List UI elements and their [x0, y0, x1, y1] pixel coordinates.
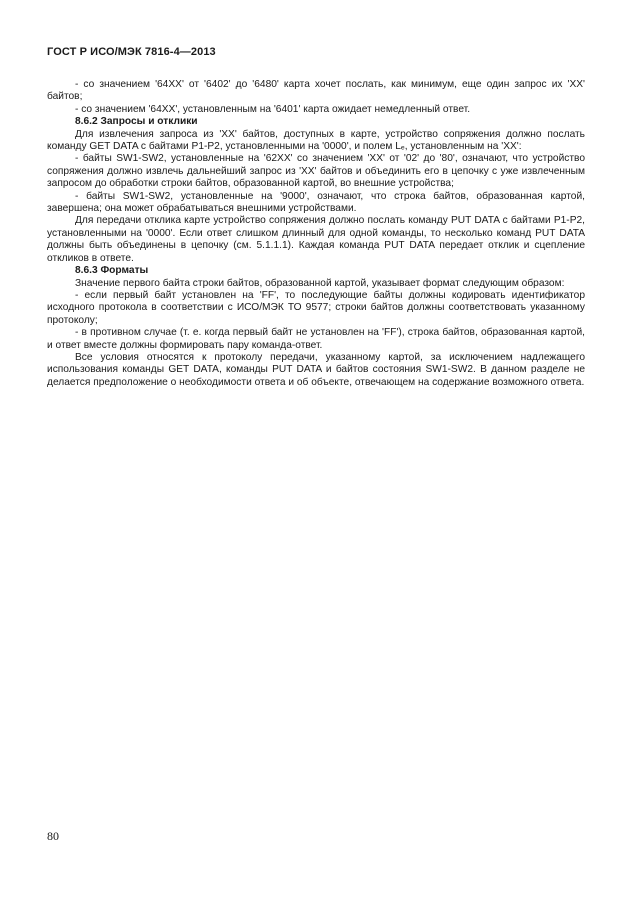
list-item: - со значением '64XX' от '6402' до '6480' карта хочет послать, как минимум, еще один запрос их 'XX' байтов; [47, 79, 585, 103]
list-item: - байты SW1-SW2, установленные на '9000', означают, что строка байтов, образованная картой, завершена; она может обрабатываться внешними устройствами. [47, 190, 585, 215]
paragraph: Все условия относятся к протоколу передачи, указанному картой, за исключением надлежащего использования команды GET DATA, команды PUT DATA и байтов состояния SW1-SW2. В данном разделе не делается предположение о необходимости ответа и об объекте, отвечающем на содержание возможного ответа. [47, 351, 585, 388]
page-number: 80 [47, 829, 59, 843]
body-text [47, 79, 585, 389]
document-header: ГОСТ Р ИСО/МЭК 7816-4—2013 [47, 46, 216, 58]
list-item: - байты SW1-SW2, установленные на '62XX' со значением 'XX' от '02' до '80', означают, что устройство сопряжения должно извлечь дальнейший запрос из 'XX' байтов и объединить его в цепочку с уже извлеченным запросом до обработки строки байтов, образованной картой, во внешние устройства; [47, 153, 585, 190]
list-item: - если первый байт установлен на 'FF', то последующие байты должны кодировать идентификатор исходного протокола в соответствии с ИСО/МЭК ТО 9577; строки байтов должны соответствовать указанному протоколу; [47, 289, 585, 326]
paragraph: Для передачи отклика карте устройство сопряжения должно послать команду PUT DATA с байтами P1-P2, установленными на '0000'. Если ответ слишком длинный для одной команды, то несколько команд PUT DATA должны быть объединены в цепочку (см. 5.1.1.1). Каждая команда PUT DATA передает отклик и сцепление откликов в ответе. [47, 215, 585, 264]
list-item: - в противном случае (т. е. когда первый байт не установлен на 'FF'), строка байтов, образованная картой, и ответ вместе должны формировать пару команда-ответ. [47, 327, 585, 351]
section-heading: 8.6.3 Форматы [75, 265, 149, 277]
section-heading: 8.6.2 Запросы и отклики [75, 116, 198, 128]
paragraph: Значение первого байта строки байтов, образованной картой, указывает формат следующим образом: [75, 277, 565, 289]
paragraph: Для извлечения запроса из 'XX' байтов, доступных в карте, устройство сопряжения должно послать команду GET DATA с байтами P1-P2, установленными на '0000', и полем Lₑ, установленным на 'XX': [47, 128, 585, 153]
list-item: - со значением '64XX', установленным на '6401' карта ожидает немедленный ответ. [75, 103, 471, 115]
